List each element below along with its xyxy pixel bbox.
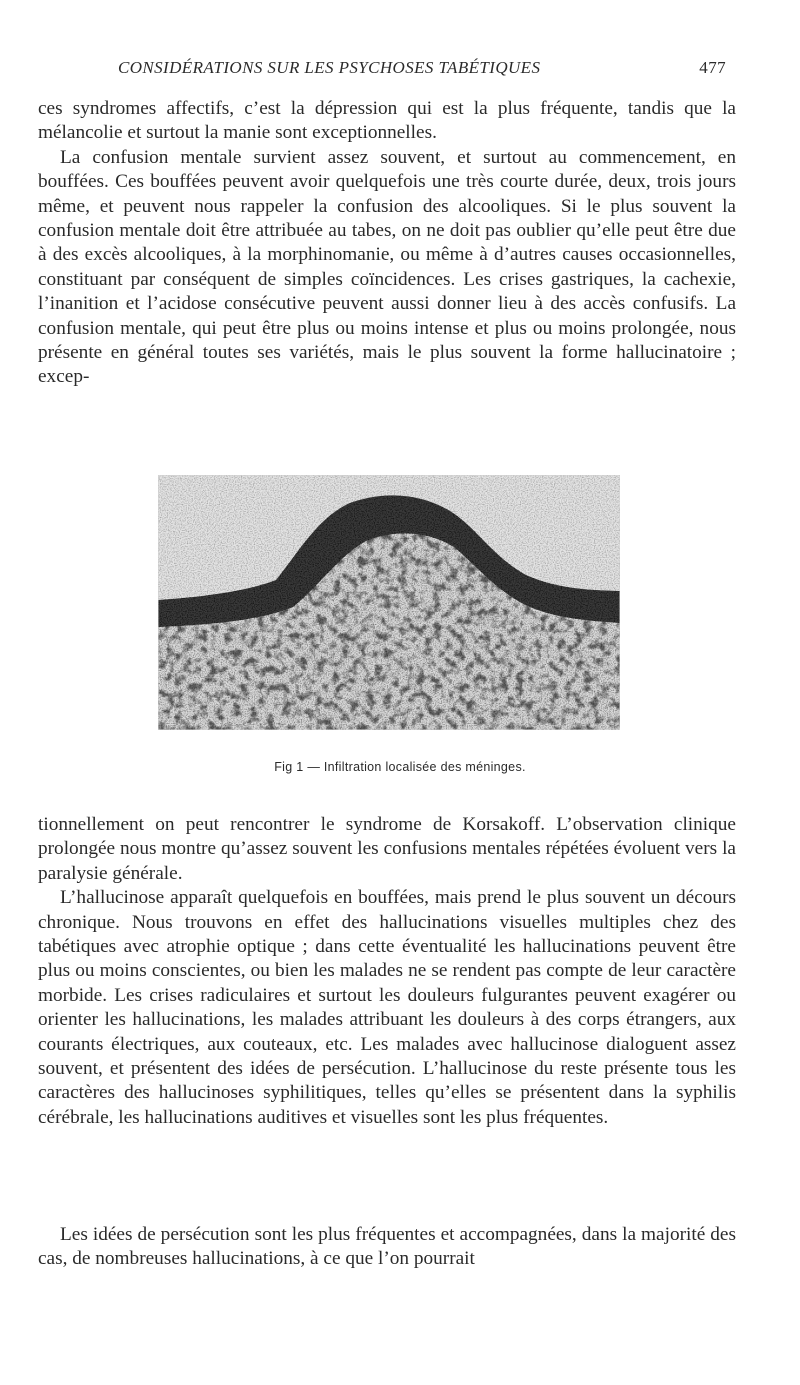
figure-label: Fig 1 <box>274 760 304 774</box>
text-block-middle <box>38 813 736 1130</box>
figure-micrograph <box>158 475 620 730</box>
paragraph-continuation: ces syndromes affectifs, c’est la dépression qui est la plus fréquente, tandis que la mélancolie et surtout la manie sont exceptionnelles. <box>38 98 736 144</box>
paragraph-confusion-mentale: La confusion mentale survient assez souvent, et surtout au commencement, en bouffées. Ces bouffées peuvent avoir quelquefois une très courte durée, deux, trois jours même, et peuvent nous rappeler la confusion des alcooliques. Si le plus souvent la confusion mentale doit être attribuée au tabes, on ne doit pas oublier qu’elle peut être due à des excès alcooliques, à la morphinomanie, ou même à d’autres causes occasionnelles, constituant par conséquent de simples coïncidences. Les crises gastriques, la cachexie, l’inanition et l’acidose consécutive peuvent aussi donner lieu à des accès confusifs. La confusion mentale, qui peut être plus ou moins intense et plus ou moins prolongée, nous présente en général toutes ses variétés, mais le plus souvent la forme hallucinatoire ; excep- <box>38 146 736 388</box>
paragraph-hallucinose: L’hallucinose apparaît quelquefois en bouffées, mais prend le plus souvent un décours chronique. Nous trouvons en effet des hallucinations visuelles multiples chez des tabétiques avec atrophie optique ; dans cette éventualité les hallucinations peuvent être plus ou moins conscientes, ou bien les malades ne se rendent pas compte de leur caractère morbide. Les crises radiculaires et surtout les douleurs fulgurantes peuvent exagérer ou orienter les hallucinations, les malades attribuant les douleurs à des corps étrangers, aux courants électriques, aux couteaux, etc. Les malades avec hallucinose dialoguent assez souvent, et présentent des idées de persécution. L’hallucinose du reste présente tous les caractères des hallucinoses syphilitiques, telles qu’elles se présentent dans la syphilis cérébrale, les hallucinations auditives et visuelles sont les plus fréquentes. <box>38 887 736 1128</box>
paragraph-idees-persecution: Les idées de persécution sont les plus fréquentes et accompagnées, dans la majorité des cas, de nombreuses hallucinations, à ce que l’on pourrait <box>38 1224 736 1270</box>
figure-caption <box>0 760 800 774</box>
figure-caption-text: — Infiltration localisée des méninges. <box>307 760 526 774</box>
text-block-top <box>38 97 736 390</box>
page-number: 477 <box>699 58 726 77</box>
running-header <box>118 58 726 82</box>
paragraph-continuation-korsakoff: tionnellement on peut rencontrer le syndrome de Korsakoff. L’observation clinique prolongée nous montre qu’assez souvent les confusions mentales répétées évoluent vers la paralysie générale. <box>38 814 736 884</box>
text-block-bottom <box>38 1223 736 1272</box>
running-title: CONSIDÉRATIONS SUR LES PSYCHOSES TABÉTIQUES <box>118 58 541 77</box>
